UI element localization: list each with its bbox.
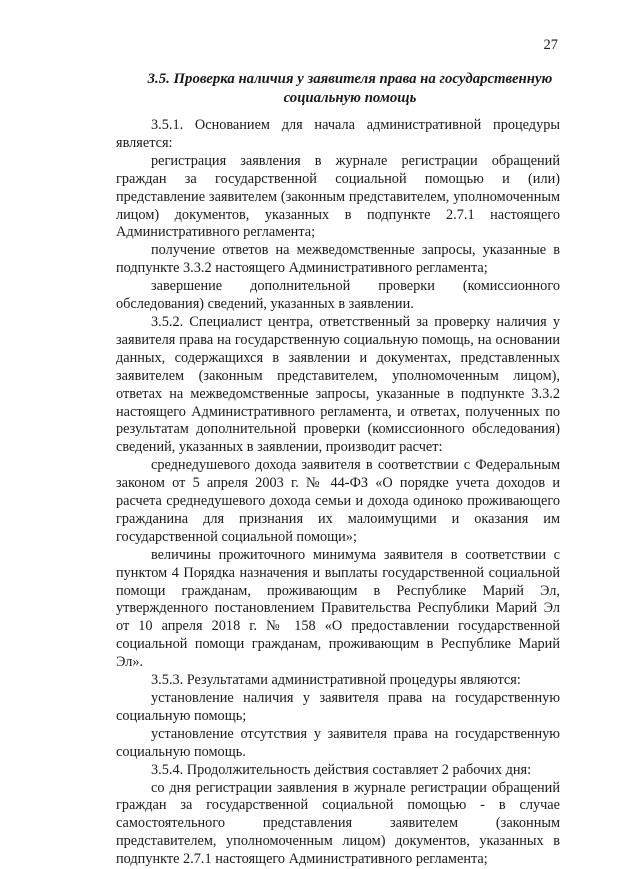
paragraph-duration-from-registration: со дня регистрации заявления в журнале регистрации обращений граждан за государственной социальной помощью - в случае самостоятельного представления заявителем (законным представителем, уполномоченным лицом) документов, указанных в подпункте 2.7.1 настоящего Административного регламента; xyxy=(116,779,560,868)
page-number: 27 xyxy=(543,37,558,53)
paragraph-average-income: среднедушевого дохода заявителя в соответствии с Федеральным законом от 5 апреля 2003 г. № 44-ФЗ «О порядке учета доходов и расчета среднедушевого дохода семьи и дохода одиноко проживающего гражданина для признания их малоимущими и оказания им государственной социальной помощи»; xyxy=(116,457,560,545)
document-body xyxy=(116,117,560,869)
section-heading: 3.5. Проверка наличия у заявителя права на государственную социальную помощь xyxy=(147,71,553,106)
paragraph-basis-registration: регистрация заявления в журнале регистрации обращений граждан за государственной социальной помощью и (или) представление заявителем (законным представителем, уполномоченным лицом) документов, указанных в подпункте 2.7.1 настоящего Административного регламента; xyxy=(116,152,560,241)
paragraph-right-absent: установление отсутствия у заявителя права на государственную социальную помощь. xyxy=(116,725,560,760)
paragraph-right-established: установление наличия у заявителя права на государственную социальную помощь; xyxy=(116,690,560,724)
paragraph-3-5-2: 3.5.2. Специалист центра, ответственный за проверку наличия у заявителя права на государственную социальную помощь, на основании данных, содержащихся в заявлении и документах, представленных заявителем (законным представителем, уполномоченным лицом), ответах на межведомственные запросы, указанные в подпункте 3.3.2 настоящего Административного регламента, и ответах, полученных по результатам дополнительной проверки (комиссионного обследования) сведений, указанных в заявлении, производит расчет: xyxy=(116,313,560,456)
paragraph-3-5-4: 3.5.4. Продолжительность действия составляет 2 рабочих дня: xyxy=(151,761,532,778)
paragraph-basis-additional-check: завершение дополнительной проверки (комиссионного обследования) сведений, указанных в заявлении. xyxy=(116,278,560,313)
paragraph-3-5-3: 3.5.3. Результатами административной процедуры являются: xyxy=(151,672,521,689)
paragraph-basis-interagency-responses: получение ответов на межведомственные запросы, указанные в подпункте 3.3.2 настоящего Административного регламента; xyxy=(116,242,560,277)
paragraph-subsistence-minimum: величины прожиточного минимума заявителя в соответствии с пунктом 4 Порядка назначения и выплаты государственной социальной помощи гражданам, проживающим в Республике Марий Эл, утвержденного постановлением Правительства Республики Марий Эл от 10 апреля 2018 г. № 158 «О предоставлении государственной социальной помощи гражданам, проживающим в Республике Марий Эл». xyxy=(116,546,560,671)
paragraph-3-5-1: 3.5.1. Основанием для начала административной процедуры является: xyxy=(116,117,560,151)
